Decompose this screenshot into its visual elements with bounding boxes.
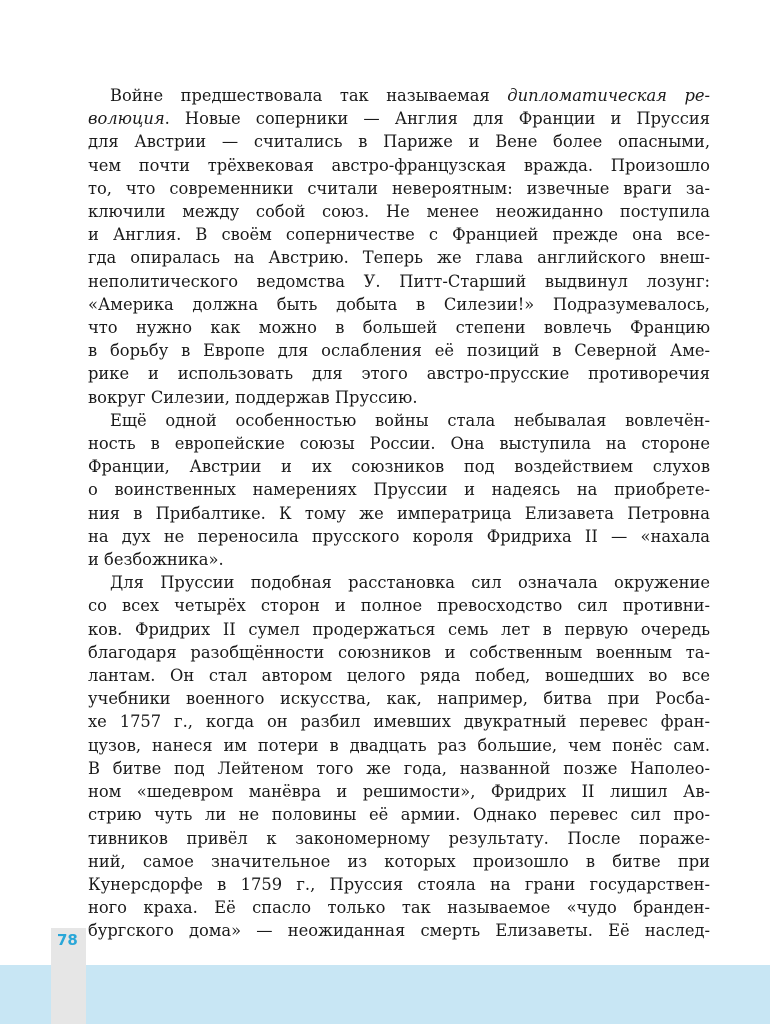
text-line <box>88 84 710 107</box>
line-text: В битве под Лейтеном того же года, названной позже Наполео- <box>88 758 710 778</box>
line-text: ного краха. Её спасло только так называемое «чудо бранден- <box>88 898 710 918</box>
text-line <box>88 362 710 385</box>
text-line <box>88 873 710 896</box>
footer-band <box>0 965 770 1024</box>
text-line <box>88 200 710 223</box>
line-text: то, что современники считали невероятным: извечные враги за- <box>88 178 710 198</box>
line-text: Войне предшествовала так называемая <box>110 86 508 105</box>
text-line <box>88 594 710 617</box>
line-text: ном «шедевром манёвра и решимости», Фридрих II лишил Ав- <box>88 782 710 802</box>
line-text: неполитического ведомства У. Питт-Старший выдвинул лозунг: <box>88 271 710 291</box>
line-text: . Новые соперники — Англия для Франции и Пруссия <box>164 109 710 129</box>
text-line <box>88 246 710 269</box>
page-number: 78 <box>57 931 78 949</box>
text-line <box>88 525 710 548</box>
line-text: цузов, нанеся им потери в двадцать раз большие, чем понёс сам. <box>88 735 710 755</box>
line-text: что нужно как можно в большей степени вовлечь Францию <box>88 318 710 338</box>
paragraph <box>88 84 710 409</box>
line-text: Для Пруссии подобная расстановка сил означала окружение <box>110 573 710 593</box>
line-text: вокруг Силезии, поддержав Пруссию. <box>88 387 418 407</box>
line-text: ность в европейские союзы России. Она выступила на стороне <box>88 434 710 454</box>
line-text: чем почти трёхвековая австро-французская вражда. Произошло <box>88 155 710 175</box>
text-line <box>88 687 710 710</box>
text-line <box>88 896 710 919</box>
line-text: тивников привёл к закономерному результату. После пораже- <box>88 828 710 848</box>
text-line <box>88 409 710 432</box>
line-text: лантам. Он стал автором целого ряда побед, вошедших во все <box>88 666 710 686</box>
paragraph <box>88 409 710 571</box>
line-text: Франции, Австрии и их союзников под воздействием слухов <box>88 457 710 477</box>
line-text: благодаря разобщённости союзников и собственным военным та- <box>88 642 710 662</box>
italic-term: дипломатическая ре- <box>507 86 711 105</box>
text-line <box>88 548 710 571</box>
line-text: ний, самое значительное из которых произошло в битве при <box>88 851 710 871</box>
text-line <box>88 641 710 664</box>
text-line <box>88 293 710 316</box>
paragraph <box>88 571 710 942</box>
line-text: в борьбу в Европе для ослабления её позиций в Северной Аме- <box>88 341 710 361</box>
line-text: рике и использовать для этого австро-прусские противоречия <box>88 364 710 384</box>
text-line <box>88 339 710 362</box>
line-text: бургского дома» — неожиданная смерть Елизаветы. Её наслед- <box>88 921 710 941</box>
line-text: хе 1757 г., когда он разбил имевших двукратный перевес фран- <box>88 712 710 732</box>
text-line <box>88 455 710 478</box>
text-line <box>88 107 710 130</box>
text-line <box>88 177 710 200</box>
text-line <box>88 850 710 873</box>
line-text: «Америка должна быть добыта в Силезии!» Подразумевалось, <box>88 294 710 314</box>
text-line <box>88 270 710 293</box>
line-text: и Англия. В своём соперничестве с Францией прежде она все- <box>88 225 710 245</box>
text-line <box>88 919 710 942</box>
text-line <box>88 432 710 455</box>
line-text: о воинственных намерениях Пруссии и надеясь на приобрете- <box>88 480 710 500</box>
text-line <box>88 803 710 826</box>
text-line <box>88 757 710 780</box>
line-text: Кунерсдорфе в 1759 г., Пруссия стояла на грани государствен- <box>88 874 710 894</box>
line-text: ков. Фридрих II сумел продержаться семь лет в первую очередь <box>88 619 710 639</box>
text-line <box>88 154 710 177</box>
line-text: на дух не переносила прусского короля Фридриха II — «нахала <box>88 526 710 546</box>
text-line <box>88 478 710 501</box>
line-text: ния в Прибалтике. К тому же императрица Елизавета Петровна <box>88 503 710 523</box>
line-text: для Австрии — считались в Париже и Вене более опасными, <box>88 132 710 152</box>
text-line <box>88 502 710 525</box>
text-line <box>88 316 710 339</box>
body-text <box>88 84 710 943</box>
text-line <box>88 386 710 409</box>
text-line <box>88 223 710 246</box>
line-text: со всех четырёх сторон и полное превосходство сил противни- <box>88 596 710 616</box>
text-line <box>88 618 710 641</box>
italic-term: волюция <box>88 109 165 129</box>
line-text: стрию чуть ли не половины её армии. Однако перевес сил про- <box>88 805 710 825</box>
line-text: ключили между собой союз. Не менее неожиданно поступила <box>88 202 710 222</box>
line-text: Ещё одной особенностью войны стала небывалая вовлечён- <box>110 410 710 430</box>
line-text: учебники военного искусства, как, например, битва при Росба- <box>88 689 710 709</box>
text-line <box>88 710 710 733</box>
line-text: гда опиралась на Австрию. Теперь же глава английского внеш- <box>88 248 710 268</box>
line-text: и безбожника». <box>88 550 224 570</box>
text-line <box>88 130 710 153</box>
text-line <box>88 827 710 850</box>
text-line <box>88 664 710 687</box>
text-line <box>88 571 710 594</box>
text-line <box>88 734 710 757</box>
text-line <box>88 780 710 803</box>
